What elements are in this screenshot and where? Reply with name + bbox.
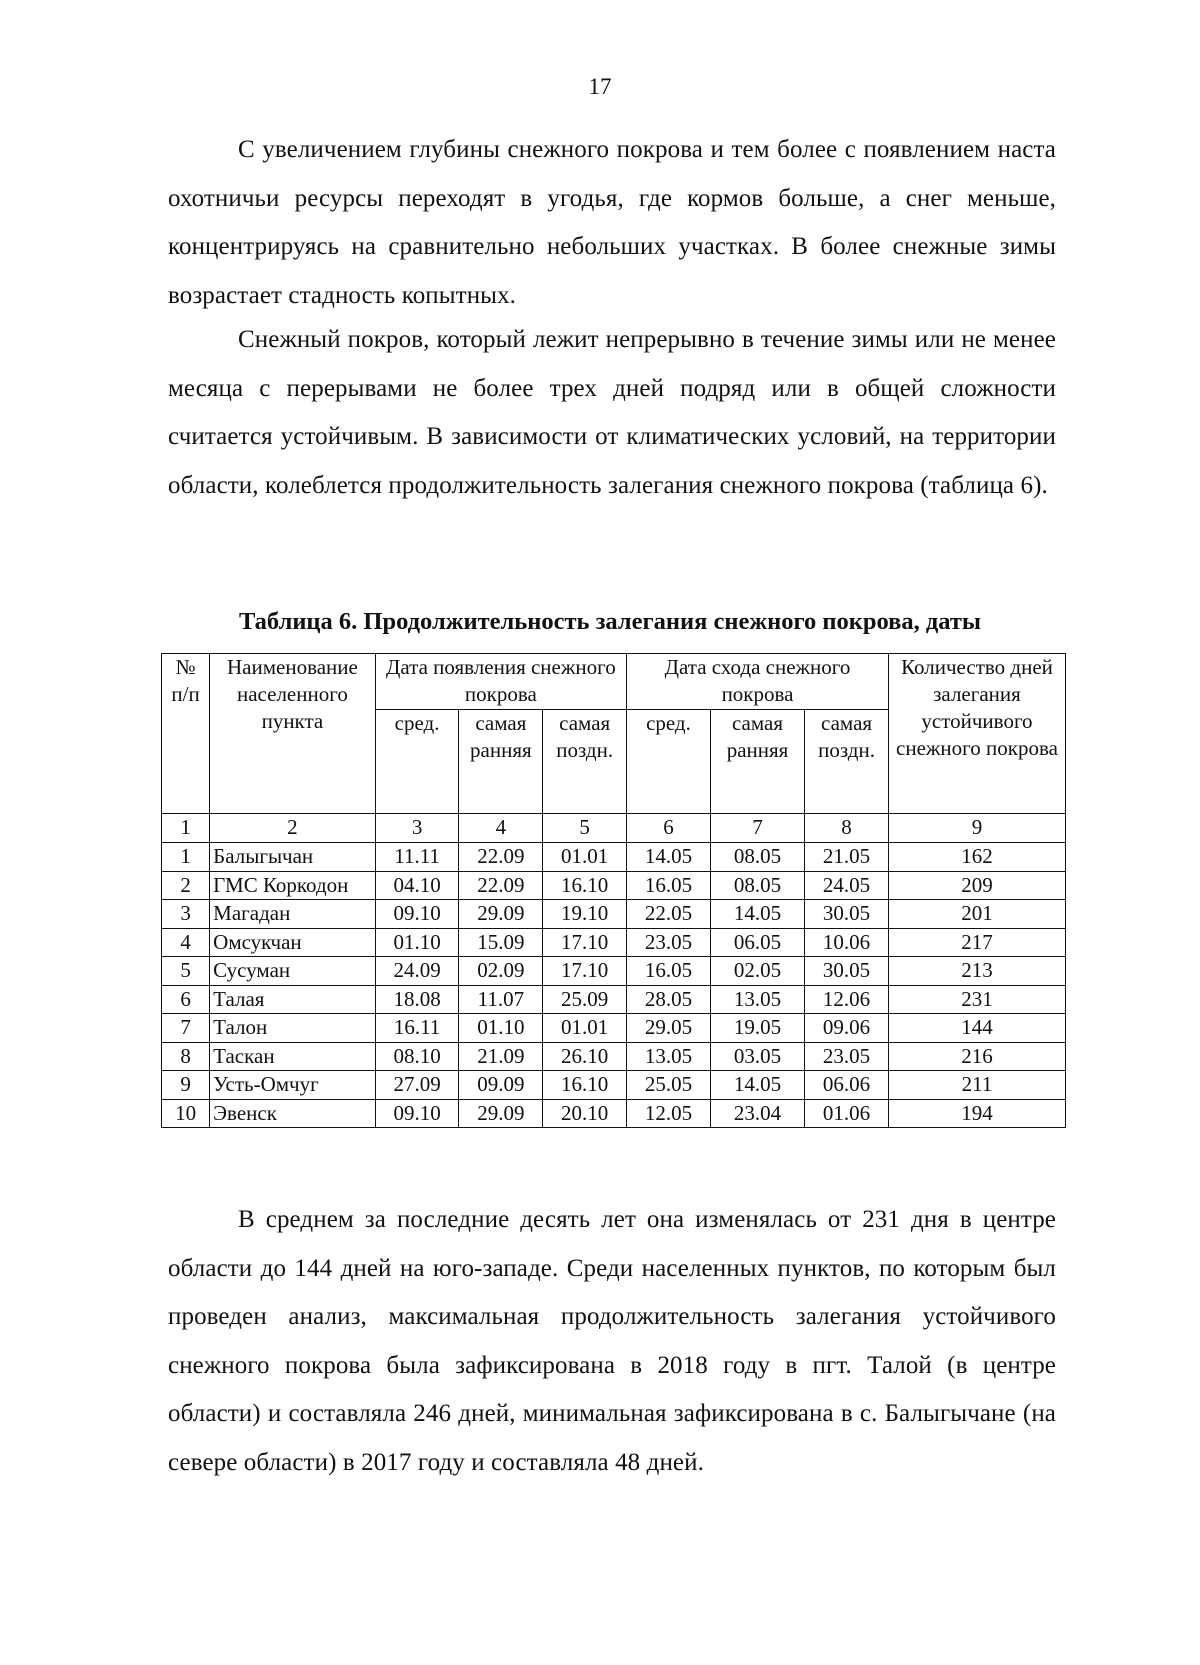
melt-avg: 16.05 bbox=[627, 957, 711, 986]
paragraph-text: В среднем за последние десять лет она изменялась от 231 дня в центре области до 144 дней на юго-западе. Среди населенных пунктов, по которым был проведен анализ, максимальная продолжительность залегания устойчивого снежного покрова была зафиксирована в 2018 году в пгт. Талой (в центре области) и составляла 246 дней, минимальная зафиксирована в с. Балыгычане (на севере области) в 2017 году и составляла 48 дней. bbox=[168, 1206, 1056, 1476]
appear-avg: 09.10 bbox=[375, 900, 459, 929]
snow-days: 231 bbox=[888, 985, 1065, 1014]
melt-avg: 12.05 bbox=[627, 1099, 711, 1128]
row-number: 8 bbox=[162, 1042, 210, 1071]
melt-earliest: 14.05 bbox=[710, 1071, 804, 1100]
appear-avg: 09.10 bbox=[375, 1099, 459, 1128]
table-row bbox=[162, 900, 1066, 929]
appear-latest: 16.10 bbox=[543, 871, 627, 900]
settlement-name: Эвенск bbox=[210, 1099, 376, 1128]
appear-latest: 01.01 bbox=[543, 843, 627, 872]
column-number: 2 bbox=[210, 814, 376, 843]
melt-avg: 16.05 bbox=[627, 871, 711, 900]
melt-latest: 10.06 bbox=[805, 928, 889, 957]
header-num: № п/п bbox=[162, 654, 210, 814]
snow-days: 201 bbox=[888, 900, 1065, 929]
table-row bbox=[162, 928, 1066, 957]
melt-latest: 30.05 bbox=[805, 957, 889, 986]
melt-earliest: 19.05 bbox=[710, 1014, 804, 1043]
subheader-melt-earliest: самая ранняя bbox=[710, 710, 804, 814]
melt-latest: 09.06 bbox=[805, 1014, 889, 1043]
appear-latest: 16.10 bbox=[543, 1071, 627, 1100]
table-header-row bbox=[162, 654, 1066, 710]
snow-days: 216 bbox=[888, 1042, 1065, 1071]
row-number: 9 bbox=[162, 1071, 210, 1100]
row-number: 3 bbox=[162, 900, 210, 929]
settlement-name: Талая bbox=[210, 985, 376, 1014]
appear-latest: 19.10 bbox=[543, 900, 627, 929]
row-number: 1 bbox=[162, 843, 210, 872]
appear-earliest: 15.09 bbox=[459, 928, 543, 957]
appear-avg: 27.09 bbox=[375, 1071, 459, 1100]
appear-latest: 25.09 bbox=[543, 985, 627, 1014]
row-number: 4 bbox=[162, 928, 210, 957]
appear-avg: 24.09 bbox=[375, 957, 459, 986]
appear-earliest: 11.07 bbox=[459, 985, 543, 1014]
appear-latest: 17.10 bbox=[543, 928, 627, 957]
header-days: Количество дней залегания устойчивого снежного покрова bbox=[888, 654, 1065, 814]
table-row bbox=[162, 1014, 1066, 1043]
table-row bbox=[162, 957, 1066, 986]
row-number: 10 bbox=[162, 1099, 210, 1128]
melt-avg: 13.05 bbox=[627, 1042, 711, 1071]
melt-earliest: 08.05 bbox=[710, 871, 804, 900]
appear-earliest: 29.09 bbox=[459, 1099, 543, 1128]
appear-latest: 26.10 bbox=[543, 1042, 627, 1071]
subheader-appear-avg: сред. bbox=[375, 710, 459, 814]
appear-earliest: 09.09 bbox=[459, 1071, 543, 1100]
row-number: 5 bbox=[162, 957, 210, 986]
paragraph-text: С увеличением глубины снежного покрова и тем более с появлением наста охотничьи ресурсы переходят в угодья, где кормов больше, а снег меньше, концентрируясь на сравнительно небольших участках. В более снежные зимы возрастает стадность копытных. bbox=[168, 136, 1056, 309]
appear-earliest: 21.09 bbox=[459, 1042, 543, 1071]
settlement-name: Магадан bbox=[210, 900, 376, 929]
melt-latest: 30.05 bbox=[805, 900, 889, 929]
row-number: 7 bbox=[162, 1014, 210, 1043]
melt-avg: 25.05 bbox=[627, 1071, 711, 1100]
column-number: 5 bbox=[543, 814, 627, 843]
column-number: 4 bbox=[459, 814, 543, 843]
paragraph-snow-depth bbox=[168, 126, 1056, 320]
header-appear: Дата появления снежного покрова bbox=[375, 654, 626, 710]
settlement-name: Омсукчан bbox=[210, 928, 376, 957]
settlement-name: Талон bbox=[210, 1014, 376, 1043]
melt-earliest: 23.04 bbox=[710, 1099, 804, 1128]
appear-avg: 04.10 bbox=[375, 871, 459, 900]
appear-latest: 20.10 bbox=[543, 1099, 627, 1128]
snow-days: 162 bbox=[888, 843, 1065, 872]
melt-earliest: 03.05 bbox=[710, 1042, 804, 1071]
melt-latest: 23.05 bbox=[805, 1042, 889, 1071]
column-number: 1 bbox=[162, 814, 210, 843]
table-caption: Таблица 6. Продолжительность залегания снежного покрова, даты bbox=[238, 608, 982, 635]
melt-latest: 21.05 bbox=[805, 843, 889, 872]
row-number: 6 bbox=[162, 985, 210, 1014]
subheader-melt-latest: самая поздн. bbox=[805, 710, 889, 814]
appear-earliest: 22.09 bbox=[459, 871, 543, 900]
melt-avg: 28.05 bbox=[627, 985, 711, 1014]
melt-avg: 22.05 bbox=[627, 900, 711, 929]
column-number: 6 bbox=[627, 814, 711, 843]
melt-latest: 01.06 bbox=[805, 1099, 889, 1128]
header-name: Наименование населенного пункта bbox=[210, 654, 376, 814]
appear-earliest: 29.09 bbox=[459, 900, 543, 929]
table-row bbox=[162, 1042, 1066, 1071]
snow-days: 194 bbox=[888, 1099, 1065, 1128]
table-row bbox=[162, 843, 1066, 872]
snow-days: 144 bbox=[888, 1014, 1065, 1043]
melt-earliest: 14.05 bbox=[710, 900, 804, 929]
table-row bbox=[162, 871, 1066, 900]
paragraph-analysis bbox=[168, 1196, 1056, 1487]
settlement-name: Усть-Омчуг bbox=[210, 1071, 376, 1100]
subheader-appear-latest: самая поздн. bbox=[543, 710, 627, 814]
melt-latest: 24.05 bbox=[805, 871, 889, 900]
settlement-name: Таскан bbox=[210, 1042, 376, 1071]
melt-latest: 06.06 bbox=[805, 1071, 889, 1100]
appear-latest: 01.01 bbox=[543, 1014, 627, 1043]
appear-avg: 01.10 bbox=[375, 928, 459, 957]
table-row bbox=[162, 1071, 1066, 1100]
melt-earliest: 02.05 bbox=[710, 957, 804, 986]
row-number: 2 bbox=[162, 871, 210, 900]
paragraph-stable-snow bbox=[168, 316, 1056, 510]
appear-earliest: 02.09 bbox=[459, 957, 543, 986]
melt-avg: 29.05 bbox=[627, 1014, 711, 1043]
snow-days: 213 bbox=[888, 957, 1065, 986]
column-number: 3 bbox=[375, 814, 459, 843]
subheader-melt-avg: сред. bbox=[627, 710, 711, 814]
table-row bbox=[162, 985, 1066, 1014]
appear-avg: 08.10 bbox=[375, 1042, 459, 1071]
settlement-name: Балыгычан bbox=[210, 843, 376, 872]
melt-avg: 23.05 bbox=[627, 928, 711, 957]
appear-avg: 11.11 bbox=[375, 843, 459, 872]
subheader-appear-earliest: самая ранняя bbox=[459, 710, 543, 814]
appear-avg: 18.08 bbox=[375, 985, 459, 1014]
column-number: 7 bbox=[710, 814, 804, 843]
appear-latest: 17.10 bbox=[543, 957, 627, 986]
settlement-name: ГМС Коркодон bbox=[210, 871, 376, 900]
settlement-name: Сусуман bbox=[210, 957, 376, 986]
page-number: 17 bbox=[588, 74, 612, 99]
melt-earliest: 08.05 bbox=[710, 843, 804, 872]
melt-avg: 14.05 bbox=[627, 843, 711, 872]
melt-latest: 12.06 bbox=[805, 985, 889, 1014]
melt-earliest: 13.05 bbox=[710, 985, 804, 1014]
snow-cover-table bbox=[161, 653, 1066, 1128]
paragraph-text: Снежный покров, который лежит непрерывно в течение зимы или не менее месяца с перерывами не более трех дней подряд или в общей сложности считается устойчивым. В зависимости от климатических условий, на территории области, колеблется продолжительность залегания снежного покрова (таблица 6). bbox=[168, 326, 1056, 499]
header-melt: Дата схода снежного покрова bbox=[627, 654, 889, 710]
column-number: 8 bbox=[805, 814, 889, 843]
column-number: 9 bbox=[888, 814, 1065, 843]
appear-earliest: 22.09 bbox=[459, 843, 543, 872]
appear-earliest: 01.10 bbox=[459, 1014, 543, 1043]
appear-avg: 16.11 bbox=[375, 1014, 459, 1043]
melt-earliest: 06.05 bbox=[710, 928, 804, 957]
snow-days: 217 bbox=[888, 928, 1065, 957]
column-number-row bbox=[162, 814, 1066, 843]
snow-days: 209 bbox=[888, 871, 1065, 900]
table-row bbox=[162, 1099, 1066, 1128]
snow-days: 211 bbox=[888, 1071, 1065, 1100]
